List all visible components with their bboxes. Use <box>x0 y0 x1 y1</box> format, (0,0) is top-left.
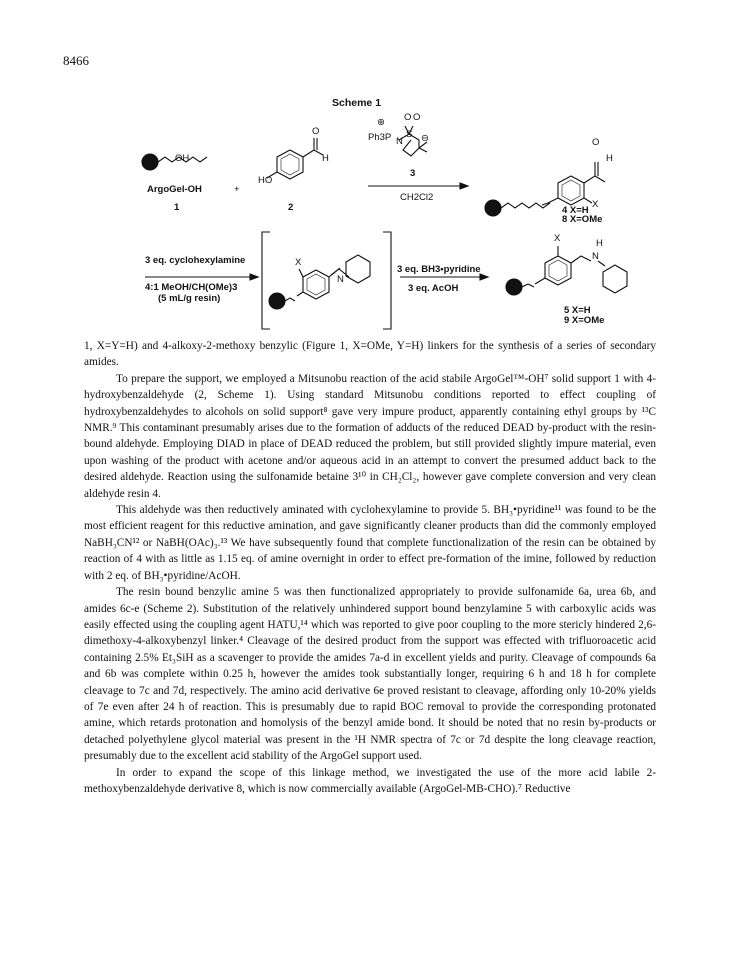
label-o1: O <box>404 112 412 123</box>
resin-bead-icon <box>142 154 158 170</box>
label-cmpd-9: 9 X=OMe <box>564 315 605 326</box>
paragraph: To prepare the support, we employed a Mitsunobu reaction of the acid stabile ArgoGel™-OH⁷ solid support 1 with 4-hydroxybenzaldehyde (2, Scheme 1). Using standard Mitsunobu conditions reported to effect coupling of hydroxybenzaldehydes to alcohols on solid support⁸ gave very impure product, apparently containing ethyl groups by ¹³C NMR.⁹ This contaminant presumably arises due to the formation of adducts of the reduced DEAD by-product with the resin-bound aldehyde. Employing DIAD in place of DEAD reduced the problem, but still provided slightly impure material, even upon washing of the product with acetone and/or aqueous acid in an attempt to convert the presumed adduct back to the desired aldehyde. Reaction using the sulfonamide betaine 3¹⁰ in CH₂Cl₂, however gave complete conversion and very clean aldehyde resin 4. <box>84 372 656 500</box>
label-amine-n: N <box>592 251 599 262</box>
label-amine-x: X <box>554 233 561 244</box>
label-compound-2: 2 <box>288 202 294 213</box>
label-imine-n: N <box>337 274 344 285</box>
label-ph3p: Ph3P <box>368 132 392 143</box>
page-number: 8466 <box>63 53 89 68</box>
reagent-solvent-mix: 4:1 MeOH/CH(OMe)3 <box>145 282 238 293</box>
label-product-o: O <box>592 137 600 148</box>
scheme-drawing <box>0 90 740 335</box>
label-compound-3: 3 <box>410 168 416 179</box>
label-solvent: CH2Cl2 <box>400 192 434 203</box>
label-plus: + <box>234 184 240 195</box>
label-compound-1: 1 <box>174 202 180 213</box>
resin-bead-icon <box>269 293 285 309</box>
paragraph: This aldehyde was then reductively aminated with cyclohexylamine to provide 5. BH₃•pyridine¹¹ was found to be the most efficient reagent for this reductive amination, and gave significantly cleaner products than did the commonly employed NaBH₃CN¹² or NaBH(OAc)₃.¹³ We have subsequently found that complete functionalization of the resin can be obtained by reaction of 4 with as little as 1.15 eq. of amine overnight in order to effect pre-formation of the imine, followed by reduction with 2 eq. of BH₃•pyridine/AcOH. <box>84 504 656 582</box>
label-imine-x: X <box>295 257 302 268</box>
cyclohexyl-ring <box>346 255 370 283</box>
label-product-x: X <box>592 199 599 210</box>
paragraph: 1, X=Y=H) and 4-alkoxy-2-methoxy benzylic (Figure 1, X=OMe, Y=H) linkers for the synthesis of a series of secondary amides. <box>84 340 656 369</box>
label-oh: OH <box>175 153 190 164</box>
body-text <box>84 338 656 797</box>
label-cmpd-4: 4 X=H <box>562 205 589 216</box>
label-ho: HO <box>258 175 273 186</box>
charge-plus: ⊕ <box>377 117 385 128</box>
label-product-h: H <box>606 153 613 164</box>
paragraph: In order to expand the scope of this linkage method, we investigated the use of the more acid labile 2-methoxybenzaldehyde derivative 8, which is now commercially available (ArgoGel-MB-CHO).⁷ Reductive <box>84 766 656 795</box>
scheme-title: Scheme 1 <box>332 97 382 109</box>
reagent-cyclohexylamine: 3 eq. cyclohexylamine <box>145 255 246 266</box>
paragraph: The resin bound benzylic amine 5 was then functionalized appropriately to provide sulfonamide 6a, urea 6b, and amides 6c-e (Scheme 2). Substitution of the relatively unhindered support bound benzylamine 5 with carboxylic acids was easily effected using the coupling agent HATU,¹⁴ which was reported to give poor coupling to the more stericly hindered 2,6-dimethoxy-4-alkoxybenzyl linker.⁴ Cleavage of the desired product from the support was effected with trifluoroacetic acid containing 2.5% Et₃SiH as a scavenger to provide the amides 7a-d in excellent yields and purity. Cleavage of compounds 6a and 6b was complete within 0.25 h, however the amides took substantially longer, requiring 6 h and 18 h for complete cleavage to 7c and 7d, respectively. The amino acid derivative 6e proved resistant to cleavage, affording only 10-20% yields of 7e even after 24 h of reaction. This is presumably due to rapid BOC removal to provide the corresponding protonated amine, which retards protonation and homolysis of the benzyl amide bond. It should be noted that no resin by-products or detached polyethylene glycol material was present in the ¹H NMR spectra of 7c or 7d despite the long cleavage reaction, presumably due to the excellent acid stability of the ArgoGel support used. <box>84 586 656 763</box>
label-cmpd-8: 8 X=OMe <box>562 214 603 225</box>
label-amine-h: H <box>596 238 603 249</box>
label-s: S <box>406 129 413 140</box>
label-aldehyde-h: H <box>322 153 329 164</box>
reagent-borane: 3 eq. BH3•pyridine <box>397 264 481 275</box>
reagent-acoh: 3 eq. AcOH <box>408 283 459 294</box>
charge-minus: ⊖ <box>421 133 429 144</box>
label-aldehyde-o: O <box>312 126 320 137</box>
resin-bead-icon <box>485 200 501 216</box>
label-n: N <box>396 136 403 147</box>
cyclohexyl-ring-5 <box>603 265 627 293</box>
label-argogel: ArgoGel-OH <box>147 184 202 195</box>
resin-bead-icon <box>506 279 522 295</box>
reagent-volume: (5 mL/g resin) <box>158 293 221 304</box>
scheme-1 <box>0 90 740 335</box>
label-cmpd-5: 5 X=H <box>564 305 591 316</box>
label-o2: O <box>413 112 421 123</box>
